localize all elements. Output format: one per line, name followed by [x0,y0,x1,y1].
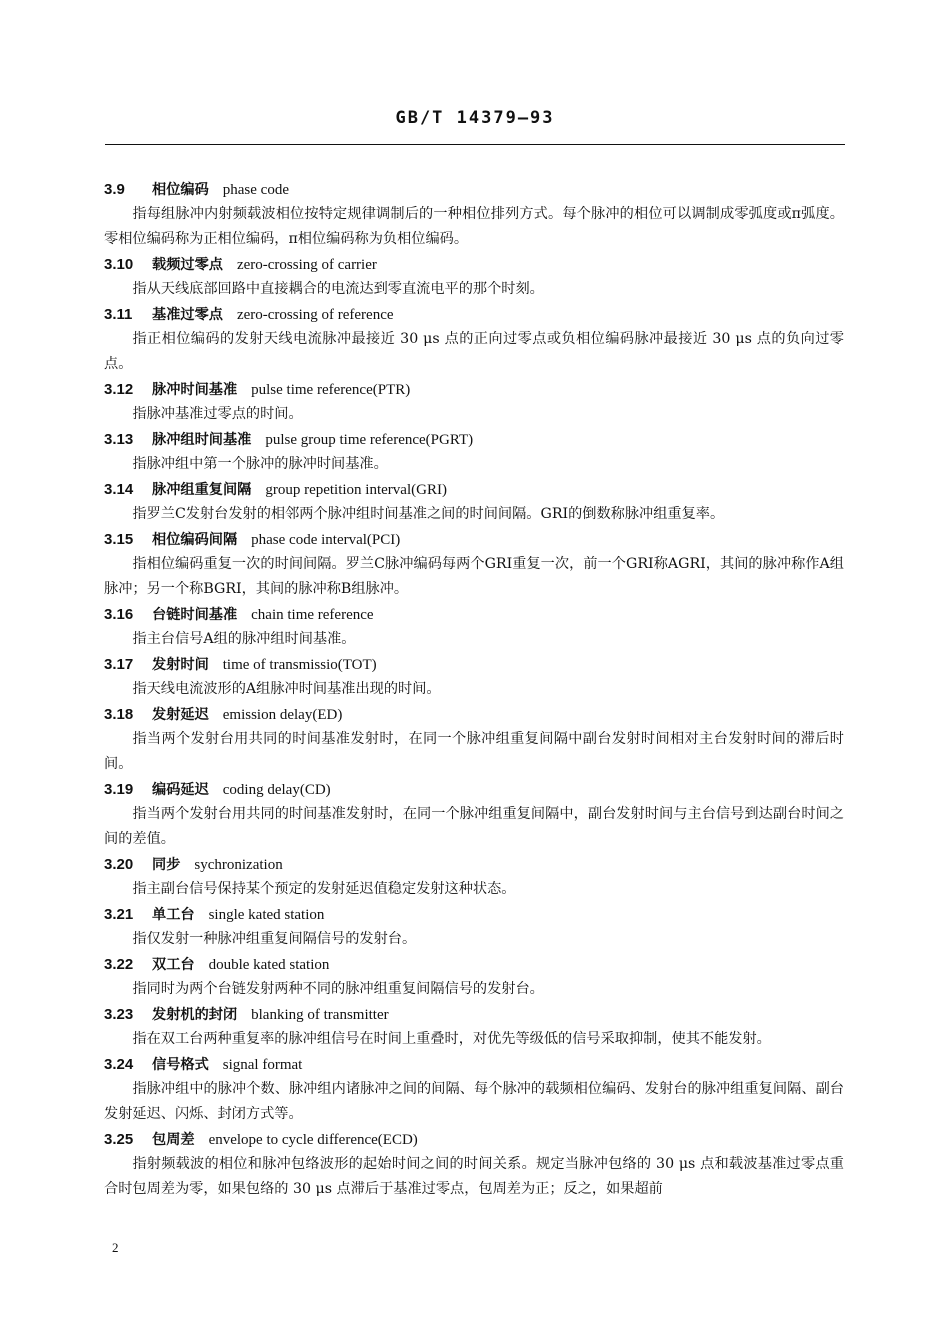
term-definition: 指从天线底部回路中直接耦合的电流达到零直流电平的那个时刻。 [132,281,544,297]
term-definition: 指射频载波的相位和脉冲包络波形的起始时间之间的时间关系。规定当脉冲包络的 30 μs 点和载波基准过零点重合时包周差为零，如果包络的 30 μs 点滞后于基准过零点，包周差为正；反之，如果超前 [104,1156,844,1197]
term-chinese: 包周差 [152,1132,195,1148]
term-chinese: 发射延迟 [152,707,209,723]
term-heading [104,252,844,277]
term-english: coding delay(CD) [222,782,331,798]
term-number: 3.14 [104,481,134,498]
term-heading [104,477,844,502]
term-chinese: 相位编码间隔 [152,532,238,548]
term-heading [104,952,844,977]
term-definition: 指每组脉冲内射频载波相位按特定规律调制后的一种相位排列方式。每个脉冲的相位可以调制成零弧度或π弧度。零相位编码称为正相位编码，π相位编码称为负相位编码。 [104,206,844,247]
term-number: 3.17 [104,656,134,673]
term-english: blanking of transmitter [251,1007,389,1023]
term-number: 3.13 [104,431,134,448]
term-english: phase code interval(PCI) [251,532,401,548]
term-chinese: 编码延迟 [152,782,209,798]
term-number: 3.25 [104,1131,134,1148]
term-english: signal format [222,1057,303,1073]
term-number: 3.20 [104,856,134,873]
term-definition: 指正相位编码的发射天线电流脉冲最接近 30 μs 点的正向过零点或负相位编码脉冲最接近 30 μs 点的负向过零点。 [104,331,844,372]
term-heading [104,1052,844,1077]
term-chinese: 脉冲时间基准 [152,382,238,398]
term-number: 3.21 [104,906,134,923]
term-chinese: 发射时间 [152,657,209,673]
standard-code-header: GB/T 14379—93 [395,108,555,128]
term-definition: 指脉冲组中第一个脉冲的脉冲时间基准。 [132,456,388,472]
term-heading [104,427,844,452]
term-number: 3.24 [104,1056,134,1073]
document-body [104,177,844,1202]
page-number: 2 [112,1240,119,1255]
term-definition: 指同时为两个台链发射两种不同的脉冲组重复间隔信号的发射台。 [132,981,544,997]
term-chinese: 脉冲组重复间隔 [152,482,252,498]
term-english: group repetition interval(GRI) [265,482,447,498]
term-english: zero-crossing of carrier [236,257,377,273]
term-definition: 指脉冲基准过零点的时间。 [132,406,303,422]
term-heading [104,1127,844,1152]
term-definition: 指罗兰C发射台发射的相邻两个脉冲组时间基准之间的时间间隔。GRI的倒数称脉冲组重复率。 [132,506,725,522]
term-heading [104,902,844,927]
term-definition: 指当两个发射台用共同的时间基准发射时，在同一个脉冲组重复间隔中，副台发射时间与主台信号到达副台时间之间的差值。 [104,806,844,847]
term-english: emission delay(ED) [222,707,343,723]
term-chinese: 脉冲组时间基准 [152,432,252,448]
term-definition: 指天线电流波形的A组脉冲时间基准出现的时间。 [132,681,441,697]
term-chinese: 基准过零点 [152,307,223,323]
term-english: sychronization [194,857,283,873]
term-number: 3.12 [104,381,134,398]
term-definition: 指脉冲组中的脉冲个数、脉冲组内诸脉冲之间的间隔、每个脉冲的载频相位编码、发射台的脉冲组重复间隔、副台发射延迟、闪烁、封闭方式等。 [104,1081,844,1122]
term-number: 3.19 [104,781,134,798]
term-chinese: 同步 [152,857,181,873]
term-heading [104,602,844,627]
term-chinese: 台链时间基准 [152,607,238,623]
term-number: 3.18 [104,706,134,723]
term-chinese: 单工台 [152,907,195,923]
term-number: 3.22 [104,956,134,973]
term-definition: 指在双工台两种重复率的脉冲组信号在时间上重叠时，对优先等级低的信号采取抑制，使其不能发射。 [132,1031,771,1047]
term-english: envelope to cycle difference(ECD) [208,1132,418,1148]
term-heading [104,177,844,202]
term-english: phase code [222,182,289,198]
term-chinese: 发射机的封闭 [152,1007,238,1023]
term-definition: 指当两个发射台用共同的时间基准发射时，在同一个脉冲组重复间隔中副台发射时间相对主台发射时间的滞后时间。 [104,731,844,772]
term-english: time of transmissio(TOT) [222,657,377,673]
term-number: 3.9 [104,181,125,198]
term-number: 3.15 [104,531,134,548]
term-definition: 指主台信号A组的脉冲组时间基准。 [132,631,356,647]
term-heading [104,852,844,877]
term-english: pulse time reference(PTR) [251,382,411,398]
term-heading [104,527,844,552]
term-number: 3.10 [104,256,134,273]
term-heading [104,777,844,802]
term-english: chain time reference [251,607,374,623]
term-chinese: 双工台 [152,957,195,973]
term-chinese: 相位编码 [152,182,209,198]
term-english: single kated station [208,907,325,923]
term-definition: 指相位编码重复一次的时间间隔。罗兰C脉冲编码每两个GRI重复一次，前一个GRI称AGRI，其间的脉冲称作A组脉冲；另一个称BGRI，其间的脉冲称B组脉冲。 [104,556,844,597]
term-heading [104,702,844,727]
term-number: 3.11 [104,306,133,323]
term-chinese: 载频过零点 [152,257,223,273]
term-definition: 指主副台信号保持某个预定的发射延迟值稳定发射这种状态。 [132,881,516,897]
term-number: 3.16 [104,606,134,623]
term-chinese: 信号格式 [152,1057,209,1073]
header-rule [105,144,845,145]
term-english: double kated station [208,957,330,973]
term-number: 3.23 [104,1006,134,1023]
term-heading [104,652,844,677]
term-english: pulse group time reference(PGRT) [265,432,474,448]
term-heading [104,377,844,402]
term-definition: 指仅发射一种脉冲组重复间隔信号的发射台。 [132,931,417,947]
term-heading [104,302,844,327]
term-heading [104,1002,844,1027]
term-english: zero-crossing of reference [236,307,394,323]
